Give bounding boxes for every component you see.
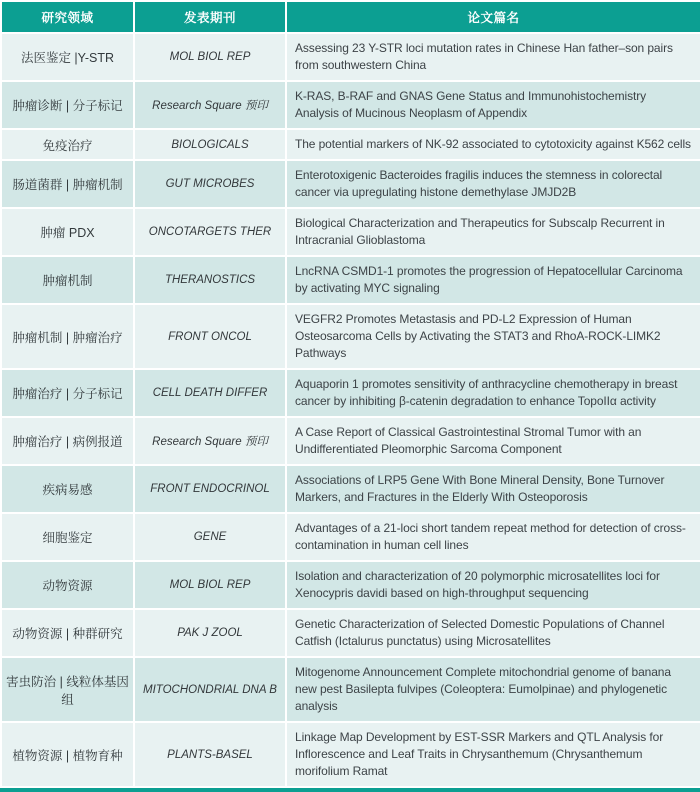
paper-title-cell: LncRNA CSMD1-1 promotes the progression of Hepatocellular Carcinoma by activating MYC signaling	[286, 256, 700, 304]
table-row	[1, 513, 700, 561]
journal-cell: GUT MICROBES	[134, 160, 286, 208]
research-field-cell: 肠道菌群 | 肿瘤机制	[1, 160, 134, 208]
paper-title-cell: The potential markers of NK-92 associated to cytotoxicity against K562 cells	[286, 129, 700, 160]
paper-title-cell: Mitogenome Announcement Complete mitochondrial genome of banana new pest Basilepta fulvipes (Coleoptera: Eumolpinae) and phylogenetic analysis	[286, 657, 700, 722]
journal-cell: MITOCHONDRIAL DNA B	[134, 657, 286, 722]
table-row	[1, 722, 700, 787]
paper-title-cell: Assessing 23 Y-STR loci mutation rates in Chinese Han father–son pairs from southwestern China	[286, 33, 700, 81]
journal-cell: Research Square 预印	[134, 417, 286, 465]
paper-title-cell: Enterotoxigenic Bacteroides fragilis induces the stemness in colorectal cancer via upregulating histone demethylase JMJD2B	[286, 160, 700, 208]
journal-cell: PLANTS-BASEL	[134, 722, 286, 787]
research-field-cell: 肿瘤机制 | 肿瘤治疗	[1, 304, 134, 369]
research-field-cell: 害虫防治 | 线粒体基因组	[1, 657, 134, 722]
research-field-cell: 免疫治疗	[1, 129, 134, 160]
journal-cell: FRONT ENDOCRINOL	[134, 465, 286, 513]
column-header-paper-title: 论文篇名	[286, 1, 700, 33]
journal-cell: CELL DEATH DIFFER	[134, 369, 286, 417]
table-row	[1, 256, 700, 304]
paper-title-cell: Isolation and characterization of 20 polymorphic microsatellites loci for Xenocypris davidi based on high-throughput sequencing	[286, 561, 700, 609]
research-field-cell: 法医鉴定 |Y-STR	[1, 33, 134, 81]
journal-cell: GENE	[134, 513, 286, 561]
journal-cell: MOL BIOL REP	[134, 33, 286, 81]
column-header-research-field: 研究领域	[1, 1, 134, 33]
journal-cell: BIOLOGICALS	[134, 129, 286, 160]
journal-cell: FRONT ONCOL	[134, 304, 286, 369]
paper-title-cell: K-RAS, B-RAF and GNAS Gene Status and Immunohistochemistry Analysis of Mucinous Neoplasm of Appendix	[286, 81, 700, 129]
paper-title-cell: VEGFR2 Promotes Metastasis and PD-L2 Expression of Human Osteosarcoma Cells by Activating the STAT3 and RhoA-ROCK-LIMK2 Pathways	[286, 304, 700, 369]
table-row	[1, 33, 700, 81]
header-row	[1, 1, 700, 33]
paper-title-cell: Associations of LRP5 Gene With Bone Mineral Density, Bone Turnover Markers, and Fractures in the Elderly With Osteoporosis	[286, 465, 700, 513]
table-row	[1, 369, 700, 417]
journal-cell: PAK J ZOOL	[134, 609, 286, 657]
research-field-cell: 动物资源	[1, 561, 134, 609]
research-field-cell: 肿瘤诊断 | 分子标记	[1, 81, 134, 129]
table-bottom-border	[0, 788, 700, 792]
journal-cell: THERANOSTICS	[134, 256, 286, 304]
table-body	[1, 33, 700, 787]
paper-title-cell: Genetic Characterization of Selected Domestic Populations of Channel Catfish (Ictalurus punctatus) using Microsatellites	[286, 609, 700, 657]
column-header-journal: 发表期刊	[134, 1, 286, 33]
research-field-cell: 疾病易感	[1, 465, 134, 513]
table-row	[1, 81, 700, 129]
research-field-cell: 动物资源 | 种群研究	[1, 609, 134, 657]
table-row	[1, 417, 700, 465]
journal-cell: Research Square 预印	[134, 81, 286, 129]
research-field-cell: 肿瘤治疗 | 病例报道	[1, 417, 134, 465]
table-row	[1, 208, 700, 256]
table-row	[1, 129, 700, 160]
table-row	[1, 304, 700, 369]
journal-cell: ONCOTARGETS THER	[134, 208, 286, 256]
research-field-cell: 肿瘤机制	[1, 256, 134, 304]
paper-title-cell: Aquaporin 1 promotes sensitivity of anthracycline chemotherapy in breast cancer by inhibiting β-catenin degradation to enhance TopoIIα activity	[286, 369, 700, 417]
table-row	[1, 465, 700, 513]
table-row	[1, 609, 700, 657]
research-field-cell: 植物资源 | 植物育种	[1, 722, 134, 787]
paper-title-cell: Linkage Map Development by EST-SSR Markers and QTL Analysis for Inflorescence and Leaf Traits in Chrysanthemum (Chrysanthemum morifolium Ramat	[286, 722, 700, 787]
paper-title-cell: Advantages of a 21-loci short tandem repeat method for detection of cross-contamination in human cell lines	[286, 513, 700, 561]
research-field-cell: 肿瘤治疗 | 分子标记	[1, 369, 134, 417]
table-row	[1, 561, 700, 609]
research-field-cell: 细胞鉴定	[1, 513, 134, 561]
table-row	[1, 657, 700, 722]
table-row	[1, 160, 700, 208]
journal-cell: MOL BIOL REP	[134, 561, 286, 609]
research-field-cell: 肿瘤 PDX	[1, 208, 134, 256]
paper-title-cell: A Case Report of Classical Gastrointestinal Stromal Tumor with an Undifferentiated Pleomorphic Sarcoma Component	[286, 417, 700, 465]
paper-title-cell: Biological Characterization and Therapeutics for Subscalp Recurrent in Intracranial Glioblastoma	[286, 208, 700, 256]
